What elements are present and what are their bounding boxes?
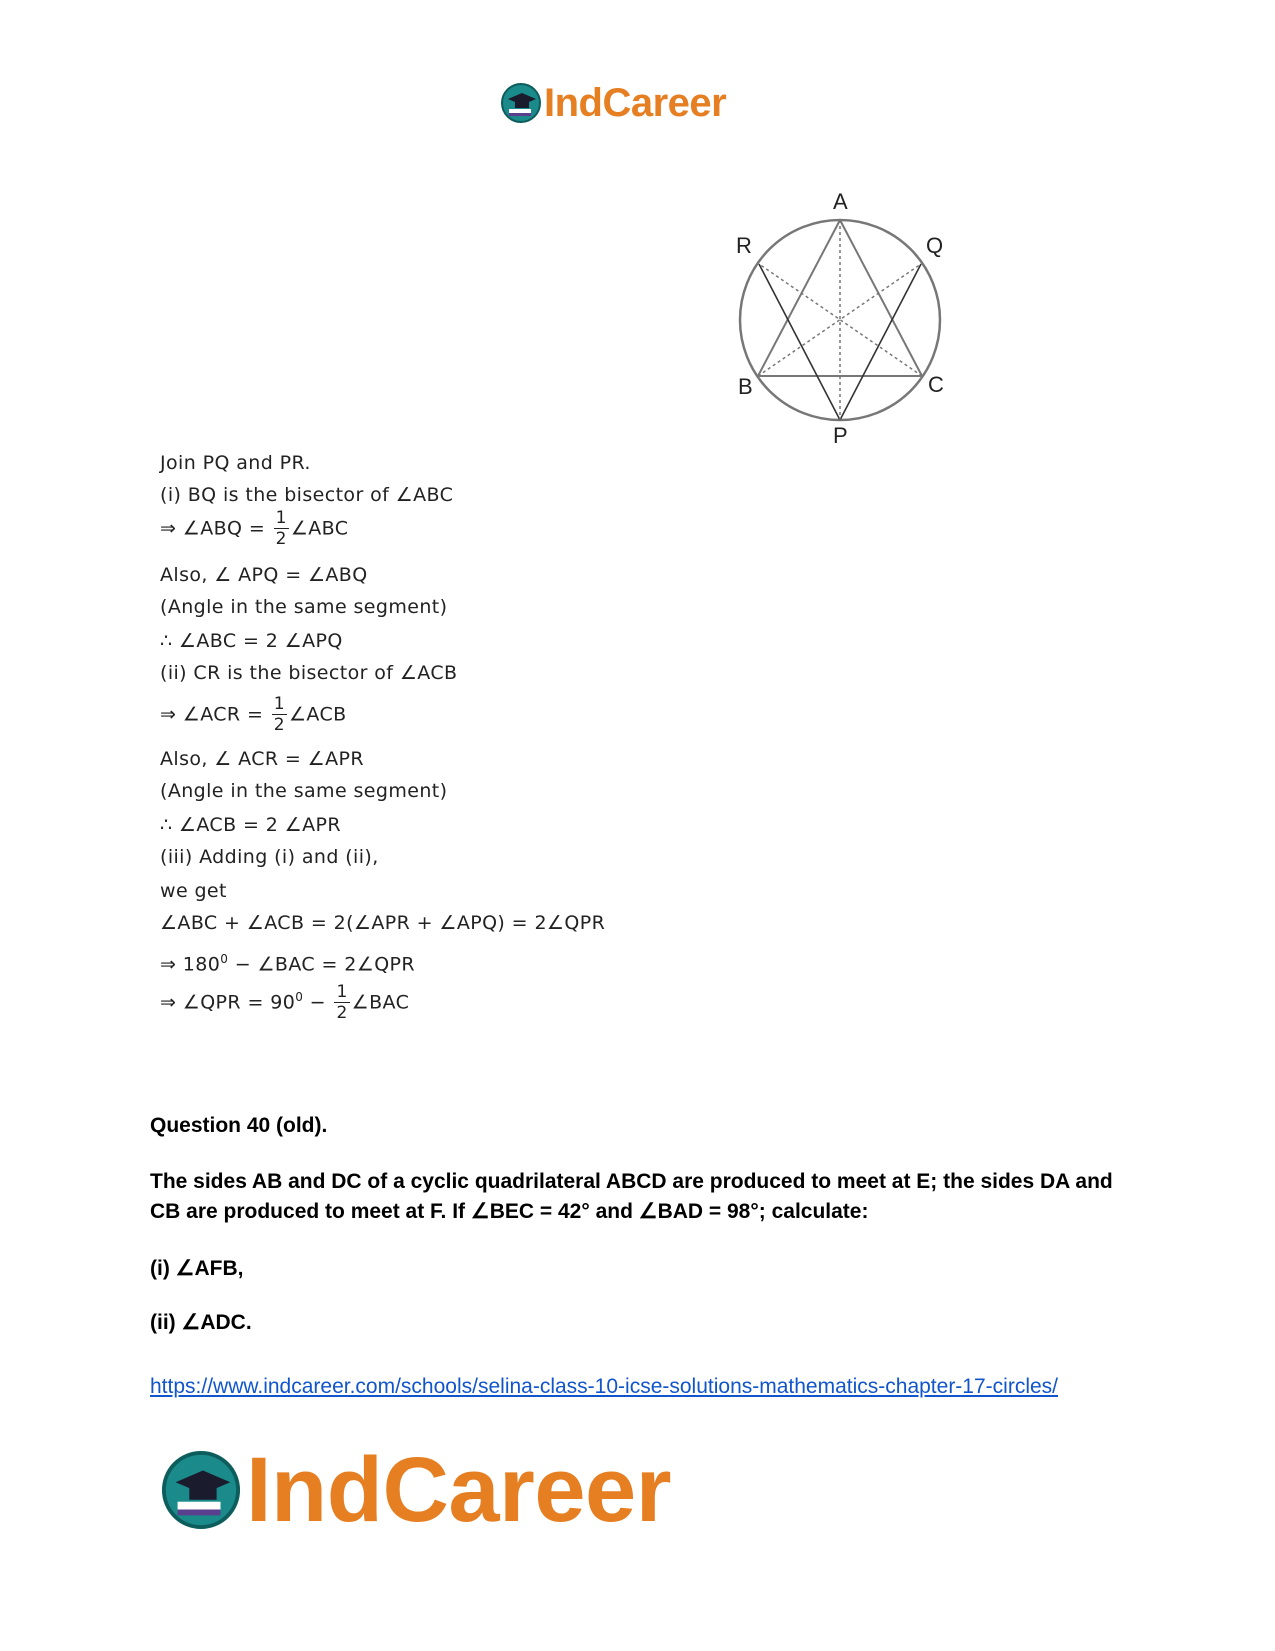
graduation-cap-icon — [160, 1449, 242, 1531]
solution-line: (Angle in the same segment) — [160, 780, 448, 802]
solution-line: Also, ∠ ACR = ∠APR — [160, 748, 364, 770]
question-heading: Question 40 (old). — [150, 1114, 328, 1137]
circle-figure — [730, 185, 970, 455]
solution-line — [160, 952, 415, 975]
superscript: 0 — [220, 952, 229, 966]
label-c: C — [928, 372, 944, 397]
solution-line: we get — [160, 880, 227, 902]
solution-line — [160, 984, 409, 1022]
superscript: 0 — [295, 990, 304, 1005]
solution-line: (Angle in the same segment) — [160, 596, 448, 618]
graduation-cap-icon — [500, 82, 542, 124]
solution-line: (iii) Adding (i) and (ii), — [160, 846, 379, 868]
solution-line — [160, 510, 348, 548]
footer-logo — [160, 1440, 671, 1540]
question-part-1: (i) ∠AFB, — [150, 1257, 244, 1280]
solution-line: ∠ABC + ∠ACB = 2(∠APR + ∠APQ) = 2∠QPR — [160, 912, 606, 934]
label-p: P — [833, 423, 848, 448]
label-b: B — [738, 374, 753, 399]
fraction: $\frac{1}{2}$ — [275, 508, 287, 549]
header-logo — [500, 78, 726, 128]
line-ac — [840, 220, 922, 376]
solution-text: − — [303, 991, 333, 1014]
solution-text: ⇒ ∠QPR = 90 — [160, 991, 296, 1014]
question-part-2: (ii) ∠ADC. — [150, 1311, 252, 1334]
label-q: Q — [926, 233, 944, 258]
solution-line: (ii) CR is the bisector of ∠ACB — [160, 662, 458, 684]
brand-name: IndCareer — [544, 80, 727, 125]
solution-text: ⇒ ∠ACR = — [160, 703, 270, 726]
solution-text: ∠ABC — [290, 517, 349, 540]
label-r: R — [736, 233, 752, 258]
line-pq — [840, 264, 921, 420]
label-a: A — [833, 189, 848, 214]
brand-name: IndCareer — [246, 1438, 671, 1541]
solution-text: ⇒ 180 — [160, 953, 221, 976]
fraction: $\frac{1}{2}$ — [336, 982, 348, 1023]
solution-line: ∴ ∠ABC = 2 ∠APQ — [160, 630, 343, 652]
solution-text: ∠ACB — [288, 703, 347, 726]
solution-line: ∴ ∠ACB = 2 ∠APR — [160, 814, 341, 836]
line-pr — [759, 264, 840, 420]
solution-line: Also, ∠ APQ = ∠ABQ — [160, 564, 368, 586]
solution-line — [160, 696, 347, 734]
fraction: $\frac{1}{2}$ — [273, 694, 285, 735]
solution-line: (i) BQ is the bisector of ∠ABC — [160, 484, 454, 506]
line-ab — [758, 220, 840, 376]
solution-text: ⇒ ∠ABQ = — [160, 517, 272, 540]
source-link[interactable]: https://www.indcareer.com/schools/selina-class-10-icse-solutions-mathematics-chapter-17-circles/ — [150, 1375, 1058, 1398]
solution-text: ∠BAC — [351, 991, 410, 1014]
solution-line: Join PQ and PR. — [160, 452, 311, 474]
solution-text: − ∠BAC = 2∠QPR — [228, 953, 416, 976]
question-body: The sides AB and DC of a cyclic quadrilateral ABCD are produced to meet at E; the sides DA and CB are produced to meet at F. If ∠BEC = 42° and ∠BAD = 98°; calculate: — [150, 1170, 1113, 1223]
